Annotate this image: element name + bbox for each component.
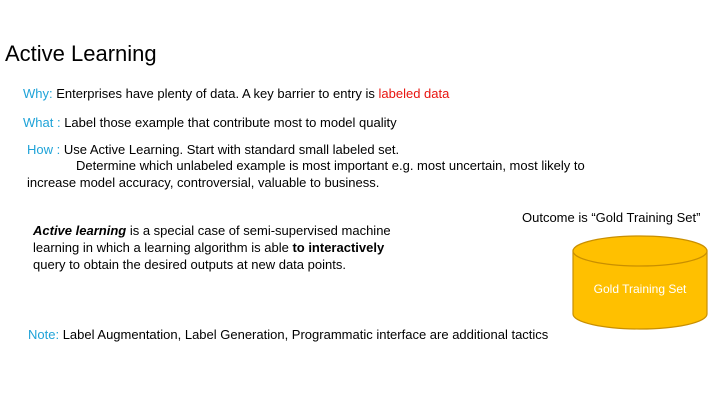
definition-bold: to interactively: [292, 240, 385, 255]
definition-paragraph: [33, 222, 413, 273]
cylinder-top: [573, 236, 707, 266]
how-text: Use Active Learning. Start with standard small labeled set.: [60, 142, 400, 157]
what-text: Label those example that contribute most to model quality: [60, 115, 397, 130]
why-highlight: labeled data: [378, 86, 450, 101]
how-key: How :: [27, 142, 61, 157]
cylinder-label: Gold Training Set: [593, 282, 687, 296]
page-title: Active Learning: [5, 41, 157, 66]
why-line: [23, 86, 449, 102]
what-line: [23, 115, 397, 131]
how-continuation-2: increase model accuracy, controversial, valuable to business.: [27, 175, 380, 190]
why-key: Why:: [23, 86, 53, 101]
how-continuation-1: Determine which unlabeled example is most important e.g. most uncertain, most likely to: [76, 158, 585, 173]
note-text: Label Augmentation, Label Generation, Programmatic interface are additional tactics: [59, 327, 549, 342]
what-key: What :: [23, 115, 61, 130]
note-key: Note:: [28, 327, 60, 342]
definition-part-2: query to obtain the desired outputs at new data points.: [33, 257, 346, 272]
definition-term: Active learning: [33, 223, 127, 238]
why-text: Enterprises have plenty of data. A key barrier to entry is: [52, 86, 379, 101]
outcome-label: Outcome is “Gold Training Set”: [522, 210, 701, 225]
definition-part-1: is a special case of semi-supervised machine learning in which a learning algorithm is able: [33, 223, 391, 255]
how-line: [27, 142, 399, 158]
note-line: [28, 327, 548, 343]
